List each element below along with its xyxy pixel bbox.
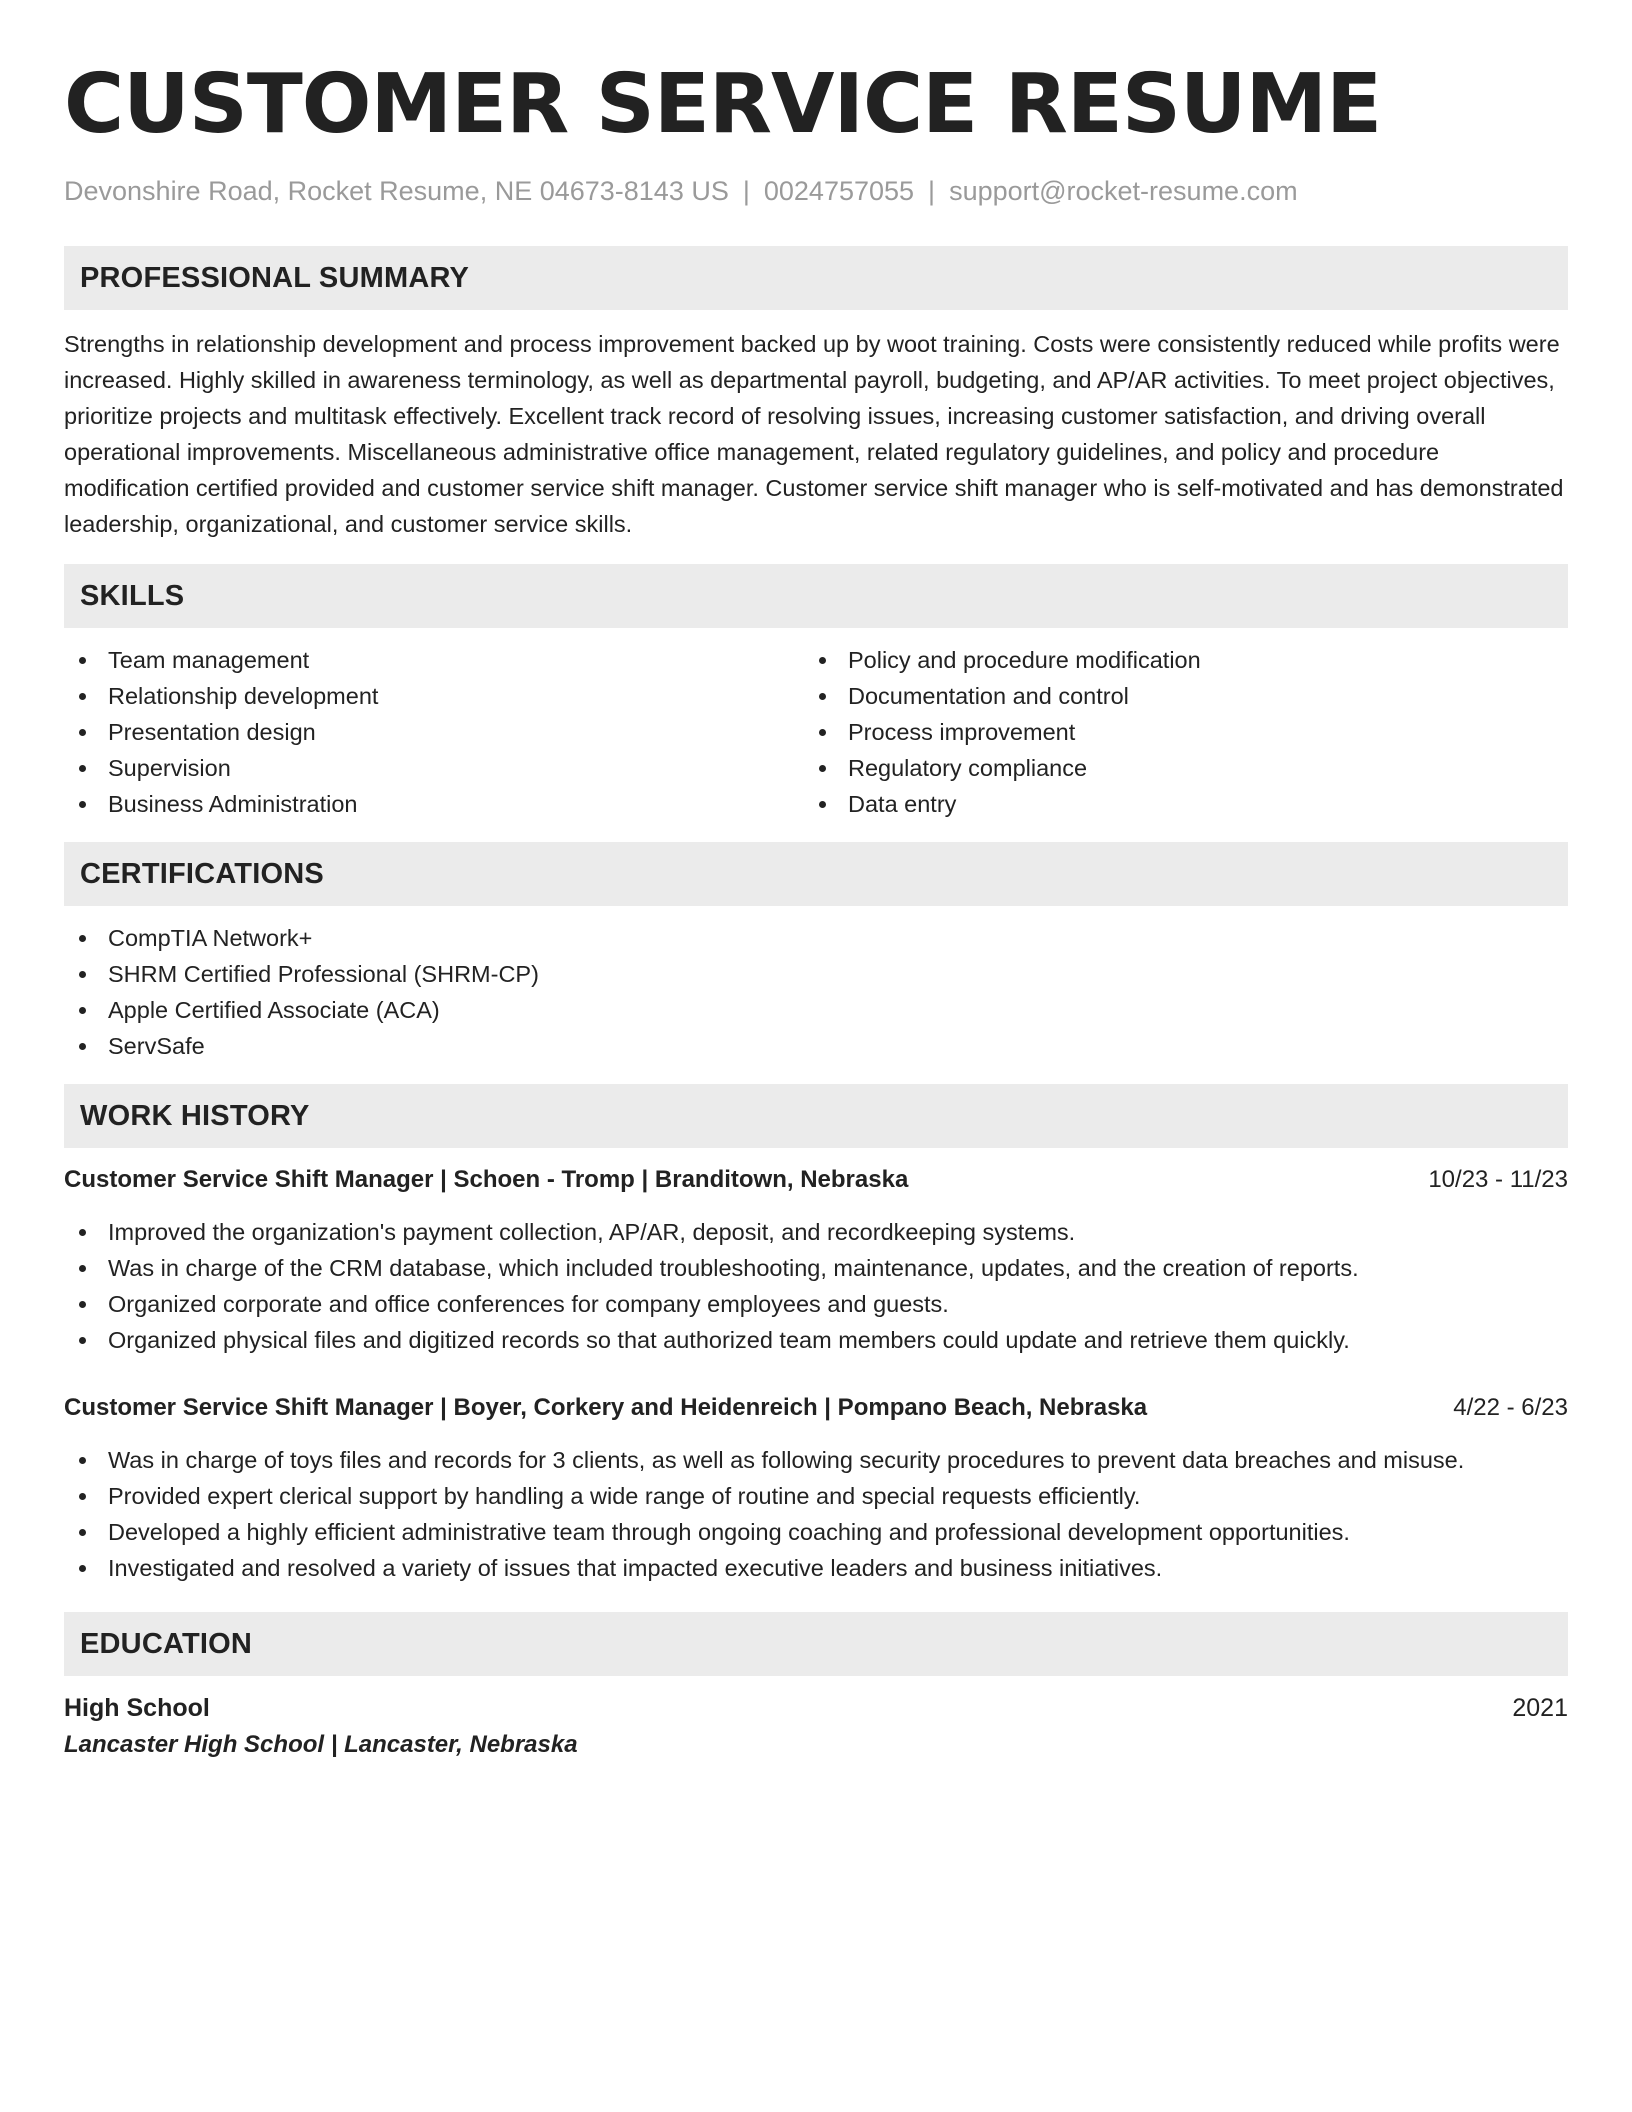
- list-item: [804, 642, 1544, 678]
- bullet-icon: [79, 765, 86, 772]
- list-item: [804, 678, 1544, 714]
- bullet-icon: [79, 1493, 86, 1500]
- education-heading-row: [64, 1690, 1568, 1726]
- list-item: [64, 678, 804, 714]
- bullet-icon: [79, 971, 86, 978]
- list-item: [804, 786, 1544, 822]
- skill-label: Team management: [108, 647, 310, 673]
- list-item: [64, 786, 804, 822]
- certifications-section-header: [64, 842, 1568, 906]
- bullet-icon: [79, 657, 86, 664]
- bullet-icon: [79, 1457, 86, 1464]
- contact-separator: |: [928, 176, 936, 206]
- email-link[interactable]: support@rocket-resume.com: [949, 176, 1298, 206]
- summary-section-header: [64, 246, 1568, 310]
- skill-label: Process improvement: [848, 719, 1076, 745]
- certification-label: Apple Certified Associate (ACA): [108, 997, 440, 1023]
- bullet-icon: [79, 1529, 86, 1536]
- bullet-icon: [79, 693, 86, 700]
- summary-text: Strengths in relationship development and process improvement backed up by woot training. Costs were consistently reduced while profits were increased. Highly skilled in awareness terminology, as well as departmental payroll, budgeting, and AP/AR activities. To meet project objectives, prioritize projects and multitask effectively. Excellent track record of resolving issues, increasing customer satisfaction, and driving overall operational improvements. Miscellaneous administrative office management, related regulatory guidelines, and policy and procedure modification certified provided and customer service shift manager. Customer service shift manager who is self-motivated and has demonstrated leadership, organizational, and customer service skills.: [64, 331, 1564, 537]
- job-bullet-text: Improved the organization's payment collection, AP/AR, deposit, and recordkeeping systems.: [108, 1219, 1076, 1245]
- job-entry: [64, 1162, 1568, 1358]
- job-heading: Customer Service Shift Manager | Schoen - Tromp | Branditown, Nebraska: [64, 1166, 909, 1193]
- phone: 0024757055: [763, 176, 915, 206]
- education-year: 2021: [1512, 1694, 1568, 1722]
- job-bullet-text: Organized physical files and digitized records so that authorized team members could update and retrieve them quickly.: [108, 1327, 1350, 1353]
- list-item: [64, 714, 804, 750]
- address: Devonshire Road, Rocket Resume, NE 04673-8143 US: [64, 176, 729, 206]
- list-item: [64, 1322, 1568, 1358]
- skill-label: Business Administration: [108, 791, 358, 817]
- bullet-icon: [79, 1043, 86, 1050]
- contact-line: [64, 173, 1568, 209]
- bullet-icon: [819, 693, 826, 700]
- list-item: [64, 1214, 1568, 1250]
- certification-label: ServSafe: [108, 1033, 205, 1059]
- list-item: [64, 1442, 1568, 1478]
- job-bullet-text: Was in charge of toys files and records for 3 clients, as well as following security procedures to prevent data breaches and misuse.: [108, 1447, 1465, 1473]
- list-item: [64, 642, 804, 678]
- job-bullet-text: Investigated and resolved a variety of issues that impacted executive leaders and business initiatives.: [108, 1555, 1163, 1581]
- bullet-icon: [79, 1337, 86, 1344]
- list-item: [64, 1478, 1568, 1514]
- list-item: [64, 750, 804, 786]
- skill-label: Policy and procedure modification: [848, 647, 1201, 673]
- bullet-icon: [79, 1265, 86, 1272]
- work-section-header: [64, 1084, 1568, 1148]
- list-item: [64, 1286, 1568, 1322]
- education-section-header: [64, 1612, 1568, 1676]
- education-section-title: EDUCATION: [80, 1627, 253, 1660]
- job-bullet-text: Developed a highly efficient administrative team through ongoing coaching and professional development opportunities.: [108, 1519, 1350, 1545]
- bullet-icon: [819, 801, 826, 808]
- certifications-section-title: CERTIFICATIONS: [80, 857, 324, 890]
- bullet-icon: [79, 935, 86, 942]
- bullet-icon: [79, 801, 86, 808]
- skills-section-title: SKILLS: [80, 579, 185, 612]
- skill-label: Supervision: [108, 755, 231, 781]
- job-bullet-text: Organized corporate and office conferences for company employees and guests.: [108, 1291, 949, 1317]
- job-heading-row: [64, 1390, 1568, 1426]
- job-entry: [64, 1390, 1568, 1586]
- job-dates: 4/22 - 6/23: [1453, 1394, 1568, 1421]
- skill-label: Presentation design: [108, 719, 316, 745]
- education-entry: [64, 1690, 1568, 1764]
- certification-label: SHRM Certified Professional (SHRM-CP): [108, 961, 539, 987]
- bullet-icon: [819, 657, 826, 664]
- education-degree: High School: [64, 1694, 210, 1722]
- skill-label: Relationship development: [108, 683, 379, 709]
- skills-column-right: [804, 642, 1544, 822]
- skill-label: Data entry: [848, 791, 957, 817]
- job-dates: 10/23 - 11/23: [1428, 1166, 1568, 1193]
- skill-label: Documentation and control: [848, 683, 1129, 709]
- certification-label: CompTIA Network+: [108, 925, 313, 951]
- bullet-icon: [819, 729, 826, 736]
- skills-section-header: [64, 564, 1568, 628]
- bullet-icon: [79, 1229, 86, 1236]
- bullet-icon: [79, 1007, 86, 1014]
- work-section-title: WORK HISTORY: [80, 1099, 310, 1132]
- list-item: [64, 1550, 1568, 1586]
- job-bullet-text: Provided expert clerical support by handling a wide range of routine and special requests efficiently.: [108, 1483, 1141, 1509]
- skills-column-left: [64, 642, 804, 822]
- job-bullet-text: Was in charge of the CRM database, which included troubleshooting, maintenance, updates, and the creation of reports.: [108, 1255, 1359, 1281]
- skills-list: [64, 642, 1568, 822]
- job-heading: Customer Service Shift Manager | Boyer, Corkery and Heidenreich | Pompano Beach, Nebraska: [64, 1394, 1148, 1421]
- list-item: [64, 1514, 1568, 1550]
- bullet-icon: [79, 1565, 86, 1572]
- job-bullets: [64, 1214, 1568, 1358]
- education-school: Lancaster High School | Lancaster, Nebraska: [64, 1731, 578, 1758]
- list-item: [804, 714, 1544, 750]
- contact-separator: |: [742, 176, 750, 206]
- job-heading-row: [64, 1162, 1568, 1198]
- list-item: [64, 1250, 1568, 1286]
- certifications-list: [64, 920, 1568, 1064]
- job-bullets: [64, 1442, 1568, 1586]
- resume-title: CUSTOMER SERVICE RESUME: [64, 57, 1382, 152]
- bullet-icon: [819, 765, 826, 772]
- list-item: [64, 992, 1568, 1028]
- list-item: [804, 750, 1544, 786]
- skill-label: Regulatory compliance: [848, 755, 1088, 781]
- summary-section-title: PROFESSIONAL SUMMARY: [80, 261, 470, 294]
- list-item: [64, 956, 1568, 992]
- list-item: [64, 920, 1568, 956]
- list-item: [64, 1028, 1568, 1064]
- bullet-icon: [79, 1301, 86, 1308]
- bullet-icon: [79, 729, 86, 736]
